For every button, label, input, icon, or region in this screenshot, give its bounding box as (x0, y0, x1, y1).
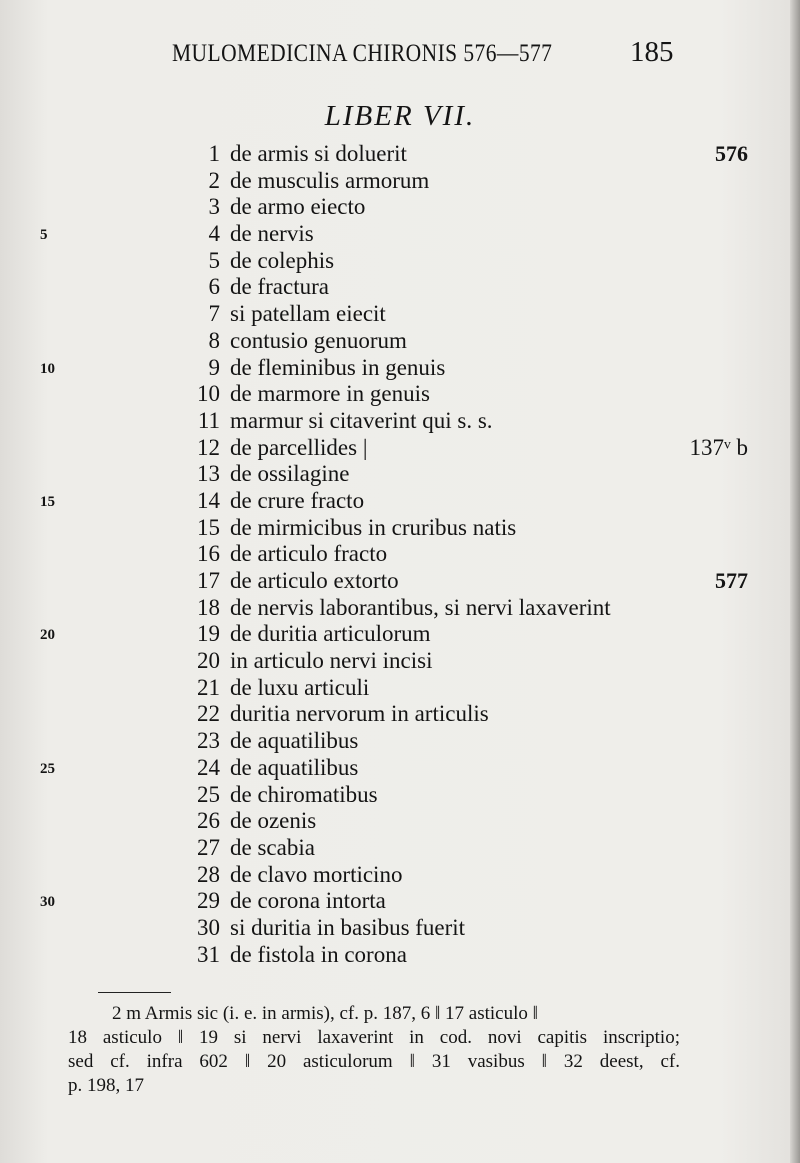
chapter-title: de armo eiecto (230, 194, 366, 220)
line-number: 5 (40, 227, 48, 244)
chapter-title: de crure fracto (230, 487, 365, 513)
chapter-title: de chiromatibus (230, 781, 378, 807)
chapter-entry (0, 435, 800, 462)
chapter-number: 23 (197, 728, 220, 754)
chapter-number: 14 (197, 487, 220, 513)
chapter-number: 17 (197, 568, 220, 593)
chapter-entry (0, 301, 800, 328)
chapter-title: de armis si doluerit (230, 141, 407, 166)
chapter-entry (0, 515, 800, 542)
chapter-number: 27 (197, 834, 220, 860)
chapter-title: de fleminibus in genuis (230, 354, 446, 380)
chapter-number: 8 (208, 327, 220, 353)
chapter-title: marmur si citaverint qui s. s. (230, 407, 493, 433)
chapter-number: 7 (208, 301, 220, 327)
chapter-title: de fistola in corona (230, 941, 407, 967)
chapter-number: 31 (197, 941, 220, 967)
chapter-number: 30 (197, 914, 220, 940)
chapter-list (0, 141, 800, 968)
chapter-number: 29 (197, 888, 220, 914)
chapter-number: 1 (208, 141, 220, 166)
chapter-number: 3 (208, 194, 220, 220)
chapter-title: de ozenis (230, 808, 317, 834)
chapter-number: 25 (197, 781, 220, 807)
chapter-title: si duritia in basibus fuerit (230, 914, 466, 940)
chapter-number: 21 (197, 674, 220, 700)
running-header (0, 36, 800, 72)
chapter-entry (0, 408, 800, 435)
chapter-title: de aquatilibus (230, 754, 359, 780)
chapter-number: 4 (208, 221, 220, 247)
chapter-entry (0, 461, 800, 488)
chapter-title: de mirmicibus in cruribus natis (230, 514, 517, 540)
chapter-number: 28 (197, 861, 220, 887)
chapter-number: 9 (208, 354, 220, 380)
chapter-title: de musculis armorum (230, 167, 430, 193)
chapter-title: de articulo fracto (230, 541, 388, 567)
chapter-entry (0, 194, 800, 221)
chapter-number: 15 (197, 514, 220, 540)
chapter-number: 18 (197, 594, 220, 620)
chapter-title: de fractura (230, 274, 329, 300)
chapter-entry (0, 355, 800, 382)
footnote-line-1: 2 m Armis sic (i. e. in armis), cf. p. 187, 6 ‖ 17 asticulo ‖ (112, 1003, 538, 1024)
chapter-number: 24 (197, 754, 220, 780)
chapter-entry (0, 915, 800, 942)
chapter-title: de luxu articuli (230, 674, 370, 700)
line-number: 25 (40, 760, 55, 777)
footnote-line-4: p. 198, 17 (68, 1075, 144, 1096)
chapter-entry (0, 168, 800, 195)
page-number: 185 (630, 36, 674, 68)
critical-apparatus (68, 1002, 680, 1098)
chapter-title: si patellam eiecit (230, 301, 386, 327)
chapter-entry (0, 675, 800, 702)
margin-reference: 577 (715, 568, 748, 593)
chapter-number: 22 (197, 701, 220, 727)
chapter-number: 6 (208, 274, 220, 300)
chapter-title: de aquatilibus (230, 728, 359, 754)
chapter-title: de ossilagine (230, 461, 350, 487)
chapter-title: de articulo extorto (230, 568, 399, 593)
chapter-entry (0, 381, 800, 408)
chapter-entry (0, 274, 800, 301)
chapter-title: de colephis (230, 247, 335, 273)
book-title: LIBER VII. (324, 100, 476, 132)
chapter-entry (0, 248, 800, 275)
margin-reference: 576 (715, 141, 748, 166)
chapter-title: de parcellides | (230, 434, 368, 460)
chapter-number: 2 (208, 167, 220, 193)
footnote-line-3: sed cf. infra 602 ‖ 20 asticulorum ‖ 31 vasibus ‖ 32 deest, cf. (68, 1051, 680, 1072)
chapter-title: de scabia (230, 834, 315, 860)
chapter-number: 20 (197, 648, 220, 674)
chapter-title: contusio genuorum (230, 327, 407, 353)
chapter-title: de duritia articulorum (230, 621, 431, 647)
chapter-entry (0, 541, 800, 568)
chapter-title: de marmore in genuis (230, 381, 430, 407)
line-number: 20 (40, 627, 55, 644)
chapter-entry (0, 595, 800, 622)
chapter-entry (0, 221, 800, 248)
chapter-entry (0, 648, 800, 675)
line-number: 10 (40, 360, 55, 377)
chapter-title: de clavo morticino (230, 861, 403, 887)
chapter-entry (0, 621, 800, 648)
chapter-title: de nervis laborantibus, si nervi laxaverint (230, 594, 611, 620)
chapter-entry (0, 835, 800, 862)
chapter-entry (0, 808, 800, 835)
chapter-number: 12 (197, 434, 220, 460)
footnote-line-2: 18 asticulo ‖ 19 si nervi laxaverint in cod. novi capitis inscriptio; (68, 1027, 680, 1048)
chapter-entry (0, 488, 800, 515)
chapter-number: 10 (197, 381, 220, 407)
chapter-entry (0, 755, 800, 782)
chapter-number: 16 (197, 541, 220, 567)
chapter-entry (0, 888, 800, 915)
chapter-entry (0, 141, 800, 168)
chapter-number: 26 (197, 808, 220, 834)
chapter-number: 11 (197, 407, 220, 433)
chapter-title: de nervis (230, 221, 314, 247)
chapter-number: 5 (208, 247, 220, 273)
chapter-entry (0, 701, 800, 728)
chapter-title: duritia nervorum in articulis (230, 701, 489, 727)
chapter-number: 13 (197, 461, 220, 487)
running-title: MULOMEDICINA CHIRONIS 576—577 (172, 40, 553, 67)
chapter-entry (0, 942, 800, 969)
line-number: 30 (40, 894, 55, 911)
chapter-entry (0, 728, 800, 755)
line-number: 15 (40, 493, 55, 510)
chapter-entry (0, 782, 800, 809)
chapter-number: 19 (197, 621, 220, 647)
footnote-rule (98, 992, 171, 993)
chapter-title: de corona intorta (230, 888, 386, 914)
margin-reference: 137ᵛ b (689, 434, 748, 460)
chapter-title: in articulo nervi incisi (230, 648, 433, 674)
chapter-entry (0, 862, 800, 889)
chapter-entry (0, 328, 800, 355)
chapter-entry (0, 568, 800, 595)
